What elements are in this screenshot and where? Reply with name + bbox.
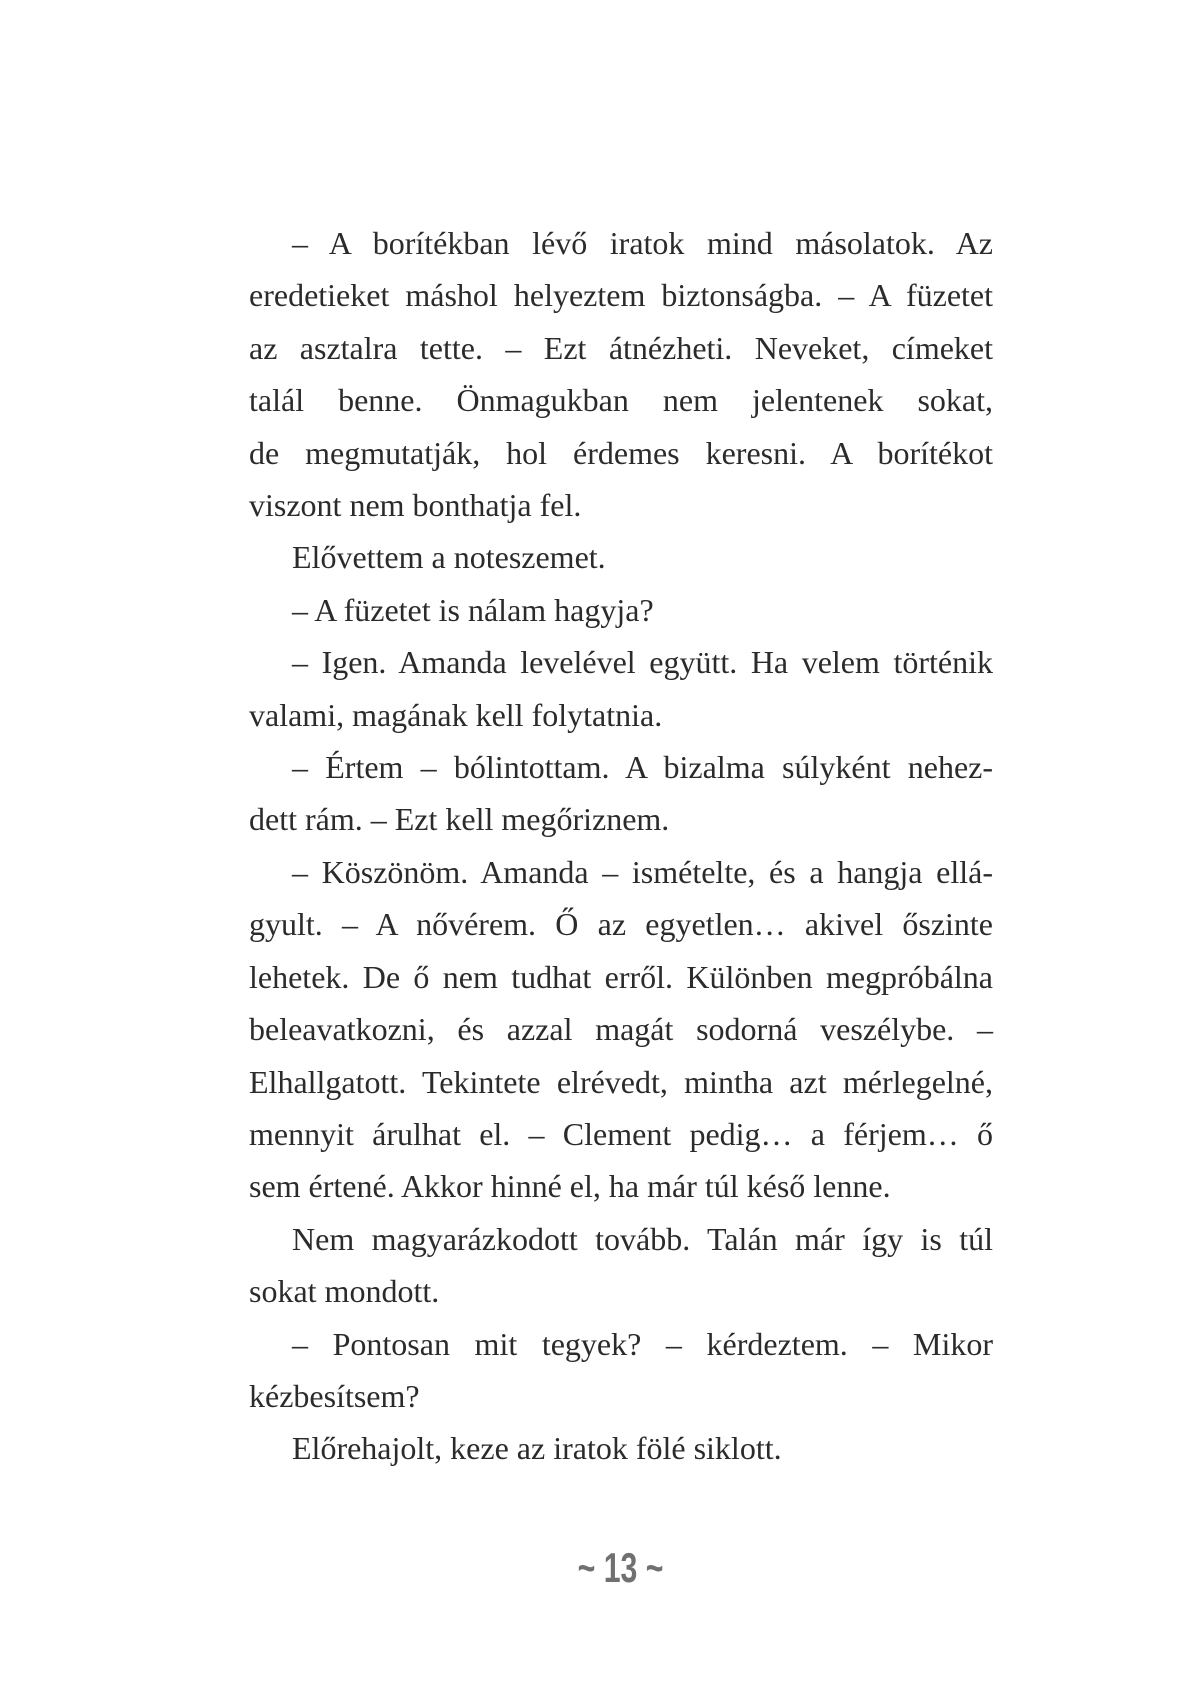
text-line: dett rám. – Ezt kell megőriznem. (249, 801, 670, 838)
paragraph (249, 846, 993, 1213)
text-line: – A borítékban lévő iratok mind másolatok. Az (292, 225, 993, 261)
paragraph (249, 531, 993, 583)
text-line: kézbesítsem? (249, 1377, 420, 1414)
paragraph (249, 1318, 993, 1423)
text-line: – Köszönöm. Amanda – ismételte, és a hangja ellá- (292, 853, 993, 890)
paragraph (249, 1422, 993, 1474)
text-line: Elhallgatott. Tekintete elrévedt, mintha azt mérlegelné, (249, 1063, 993, 1100)
page-number-label: ~ 13 ~ (578, 1544, 664, 1591)
text-line: az asztalra tette. – Ezt átnézheti. Neveket, címeket (249, 329, 993, 366)
text-line: – Értem – bólintottam. A bizalma súlyként nehez- (292, 749, 993, 786)
paragraph (249, 636, 993, 741)
text-line: gyult. – A nővérem. Ő az egyetlen… akivel őszinte (249, 906, 993, 943)
text-line: – A füzetet is nálam hagyja? (292, 591, 654, 628)
text-line: Elővettem a noteszemet. (292, 539, 606, 576)
text-line: valami, magának kell folytatnia. (249, 696, 663, 733)
text-line: lehetek. De ő nem tudhat erről. Különben megpróbálna (249, 958, 993, 995)
paragraph (249, 1213, 993, 1318)
text-line: mennyit árulhat el. – Clement pedig… a férjem… ő (249, 1115, 993, 1152)
text-line: eredetieket máshol helyeztem biztonságba. – A füzetet (249, 277, 993, 314)
text-line: sokat mondott. (249, 1273, 440, 1310)
text-line: viszont nem bonthatja fel. (249, 487, 582, 524)
text-line: Nem magyarázkodott tovább. Talán már így is túl (292, 1220, 993, 1257)
text-line: de megmutatják, hol érdemes keresni. A borítékot (249, 434, 993, 471)
text-line: talál benne. Önmagukban nem jelentenek sokat, (249, 382, 993, 419)
paragraph (249, 584, 993, 636)
text-line: – Pontosan mit tegyek? – kérdeztem. – Mikor (292, 1325, 993, 1362)
paragraph (249, 741, 993, 846)
paragraph (249, 217, 993, 531)
text-line: beleavatkozni, és azzal magát sodorná veszélybe. – (249, 1011, 993, 1048)
body-text (249, 217, 993, 1475)
text-line: Előrehajolt, keze az iratok fölé siklott. (292, 1430, 782, 1467)
page-number (249, 1541, 993, 1595)
text-line: – Igen. Amanda levelével együtt. Ha velem történik (292, 644, 993, 681)
text-line: sem értené. Akkor hinné el, ha már túl késő lenne. (249, 1168, 891, 1205)
